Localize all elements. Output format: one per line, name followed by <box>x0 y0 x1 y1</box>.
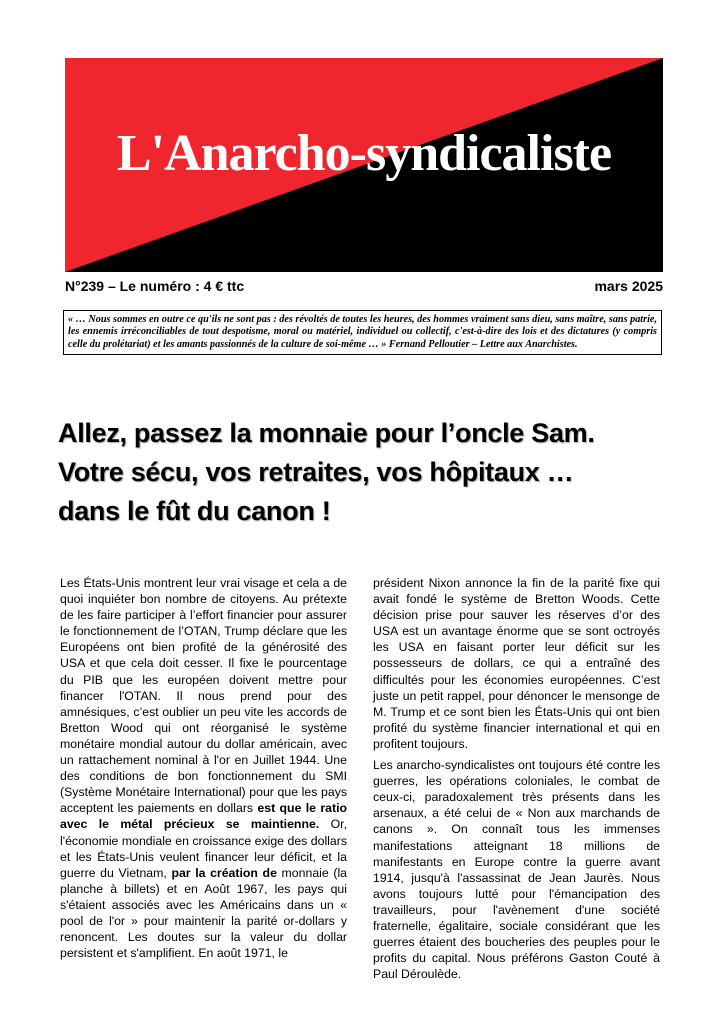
masthead-title: L'Anarcho-syndicaliste <box>116 125 612 182</box>
masthead-banner <box>65 58 663 272</box>
headline-line-1: Allez, passez la monnaie pour l’oncle Sam. <box>58 418 595 448</box>
article-column-right <box>373 575 660 987</box>
epigraph-quote: « … Nous sommes en outre ce qu'ils ne sont pas : des révoltés de toutes les heures, des hommes vraiment sans dieu, sans maître, sans patrie, les ennemis irréconciliables de tout despotisme, moral ou matériel, individuel ou collectif, c'est-à-dire des lois et des dictatures (y compris celle du prolétariat) et les amants passionnés de la culture de soi-même … » Fernand Pelloutier – Lettre aux Anarchistes. <box>63 310 662 355</box>
article-headline <box>58 414 678 531</box>
text-segment: Les États-Unis montrent leur vrai visage et cela a de quoi inquiéter bon nombre de citoyens. Au prétexte de les faire participer à l’effort financier pour assurer le fonctionnement de l’OTAN, Trump déclare que les Européens ont bien profité de la générosité des USA et que cela doit cesser. Il fixe le pourcentage du PIB que les européen doivent mettre pour financer l'OTAN. Il nous prend pour des amnésiques, c’est oublier un peu vite les accords de Bretton Wood qui ont réorganisé le système monétaire mondial autour du dollar américain, avec un rattachement nominal à l'or en Juillet 1944. Une des conditions de bon fonctionnement du SMI (Système Monétaire International) pour que les pays acceptent les paiements en dollars <box>60 576 347 816</box>
article-paragraph: Les anarcho-syndicalistes ont toujours été contre les guerres, les opérations coloniales, le combat de ceux-ci, paradoxalement très présents dans les arsenaux, a été celui de « Non aux marchands de canons ». On connaît tous les immenses manifestations atteignant 18 millions de manifestants en Europe contre la guerre avant 1914, jusqu'à l'assassinat de Jean Jaurès. Nous avons toujours lutté pour l'émancipation des travailleurs, pour l'avènement d'une société fraternelle, égalitaire, sociale considérant que les guerres étaient des boucheries des peuples pour le profits du capital. Nous préférons Gaston Couté à Paul Déroulède. <box>373 758 660 982</box>
text-segment: Or, l'économie mondiale en croissance exige des dollars et les États-Unis veulent financer leur déficit, et la guerre du Vietnam, <box>60 817 347 880</box>
article-paragraph: président Nixon annonce la fin de la parité fixe qui avait fondé le système de Bretton Woods. Cette décision prise pour sauver les réserves d’or des USA est un avantage énorme que se sont octroyés les USA en faisant porter leur déficit sur les possesseurs de dollars, ce qui a entraîné des difficultés pour les économies européennes. C’est juste un petit rappel, pour dénoncer le mensonge de M. Trump et ce sont bien les États-Unis qui ont bien profité du système financier international et qui en profitent toujours. <box>373 576 660 751</box>
issue-date: mars 2025 <box>594 278 663 294</box>
text-segment: monnaie (la planche à billets) et en Août 1967, les pays qui s'étaient associés avec les Américains dans un « pool de l'or » pour maintenir la parité or-dollars y renoncent. Les doutes sur la valeur du dollar persistent et s'amplifient. En août 1971, le <box>60 865 348 961</box>
bold-text-segment: est que le ratio avec le métal précieux se maintienne. <box>60 801 347 832</box>
article-column-left <box>60 575 347 966</box>
issue-line <box>65 278 663 294</box>
article-paragraph <box>60 575 347 961</box>
issue-number-price: N°239 – Le numéro : 4 € ttc <box>65 278 245 294</box>
bold-text-segment: par la création de <box>171 865 277 880</box>
headline-line-2: Votre sécu, vos retraites, vos hôpitaux … <box>58 457 574 487</box>
headline-line-3: dans le fût du canon ! <box>58 496 331 526</box>
